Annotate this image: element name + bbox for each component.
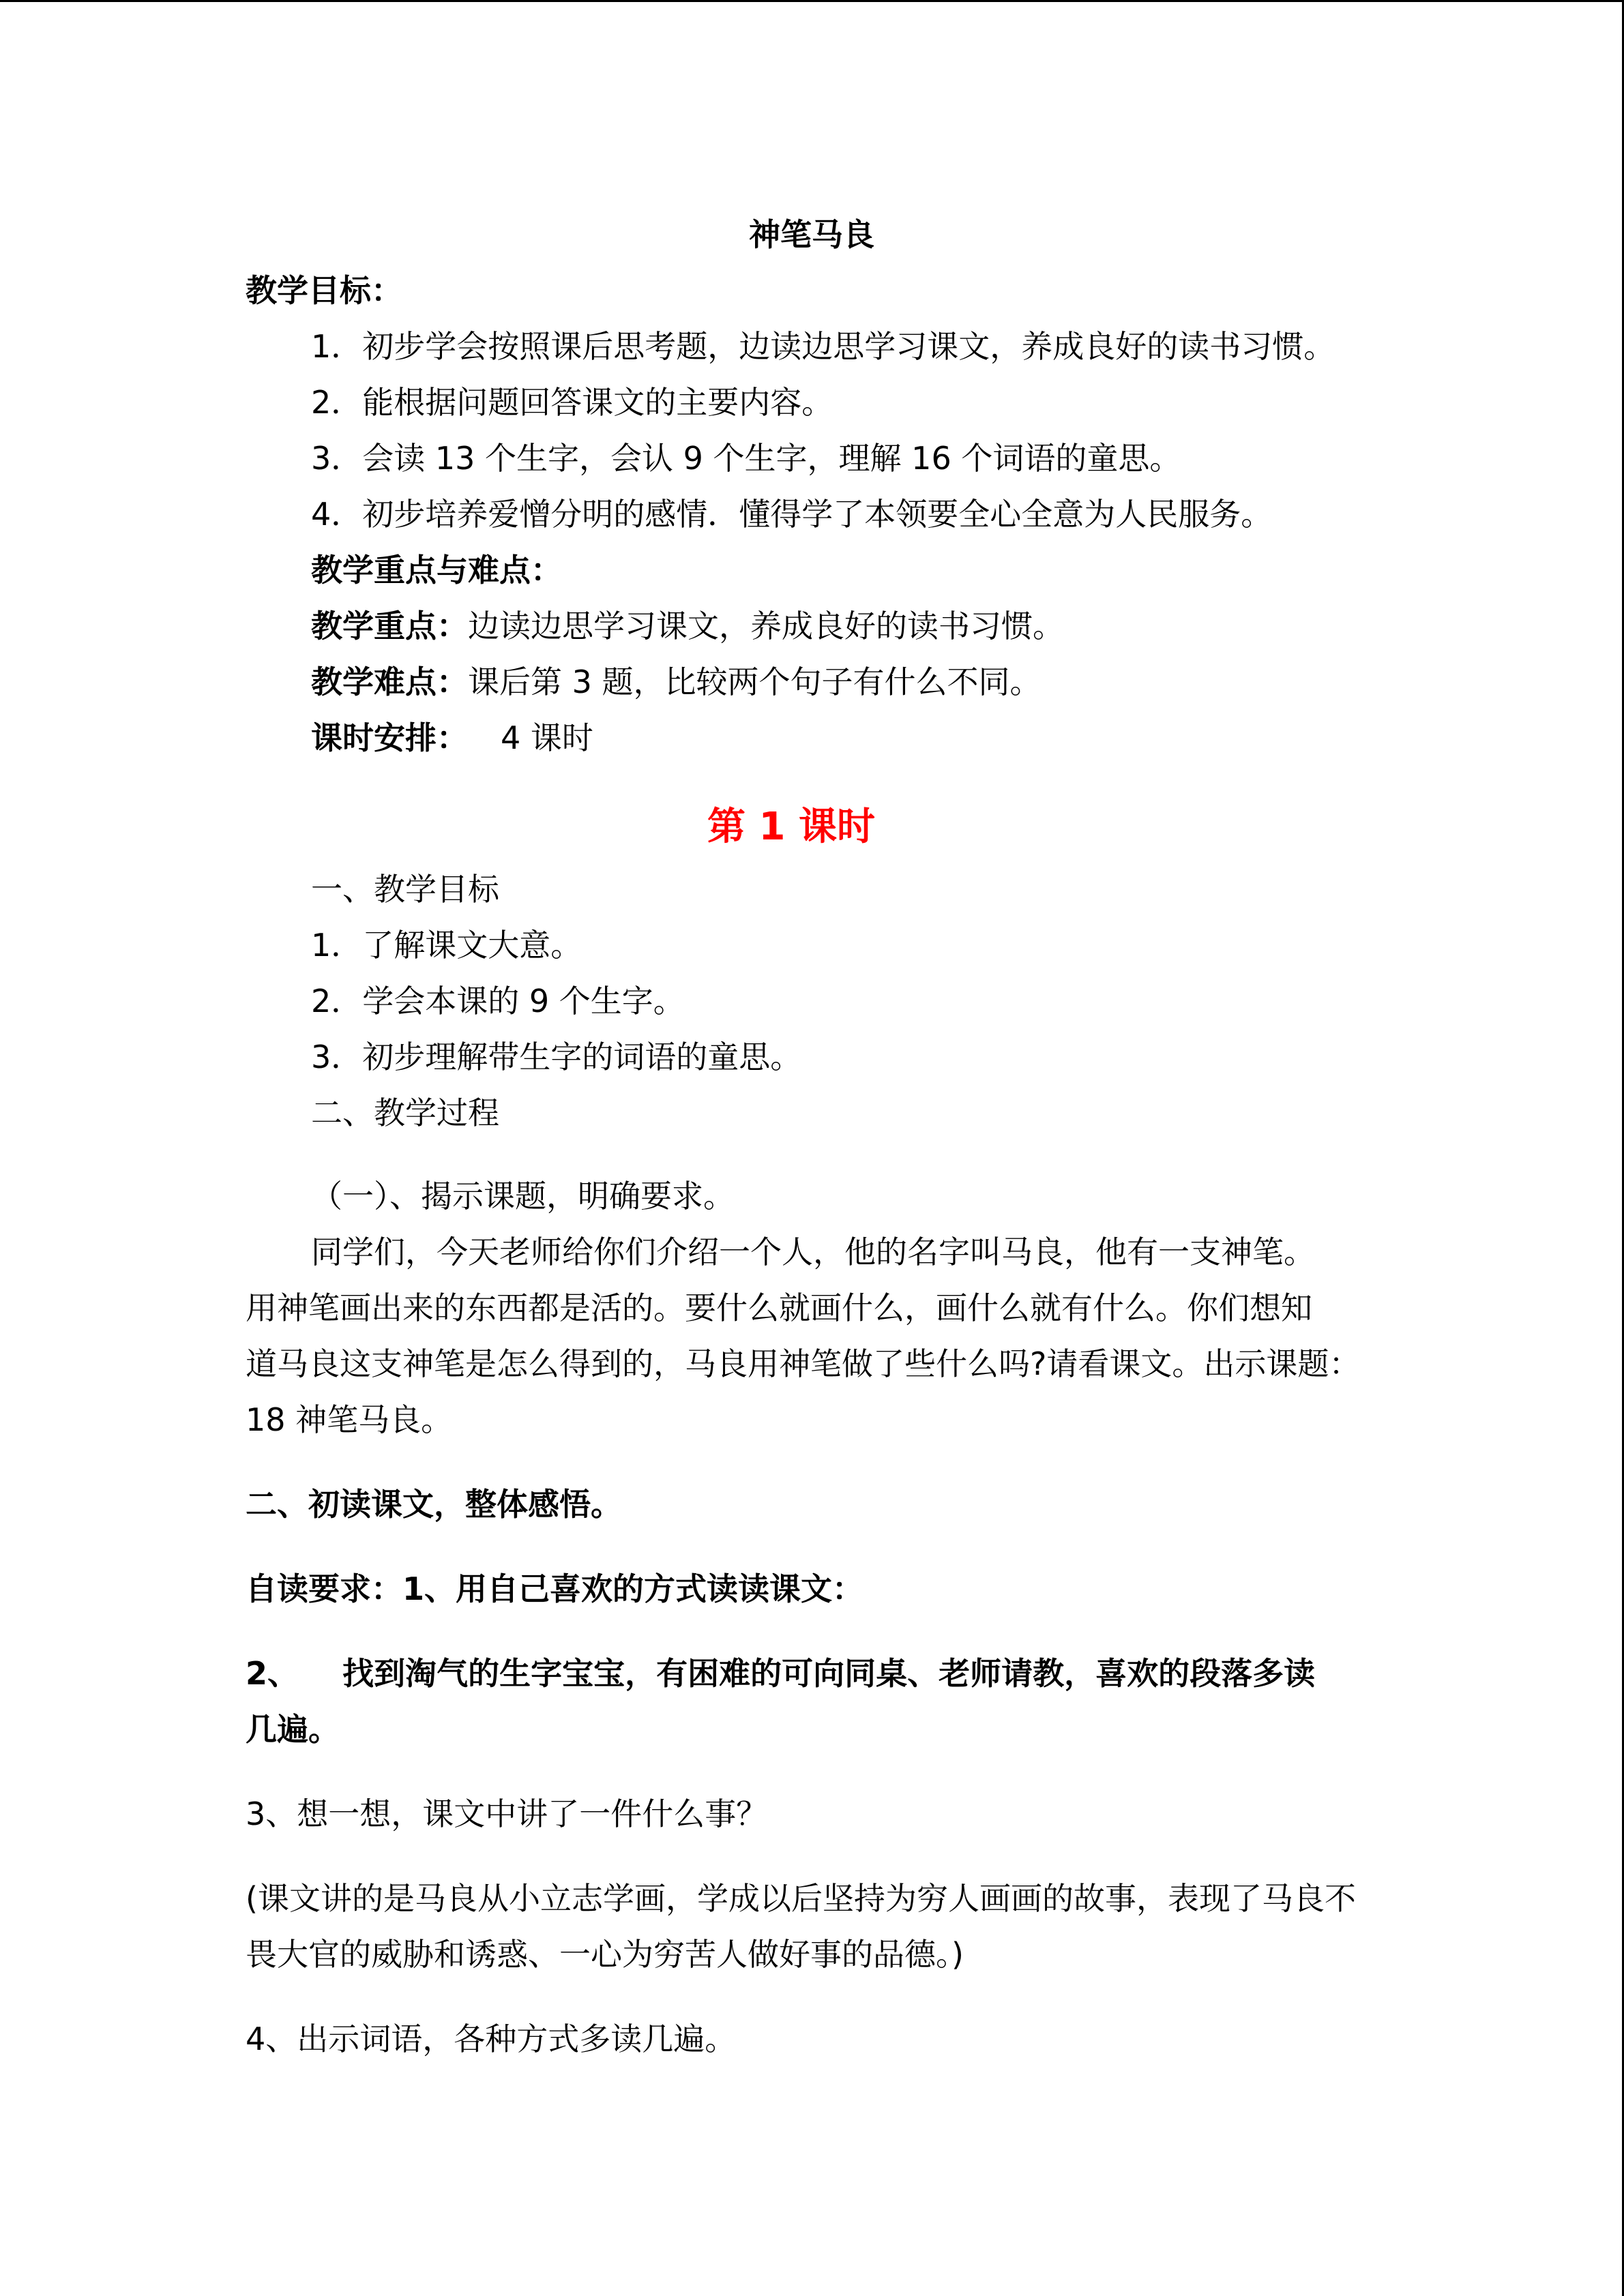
intro-line: 用神笔画出来的东西都是活的。要什么就画什么，画什么就有什么。你们想知 [246,1289,1312,1326]
objective-item: 2．能根据问题回答课文的主要内容。 [311,384,833,421]
schedule-line [246,710,1405,766]
document-content [246,207,1405,2067]
requirement-4: 4、出示词语，各种方式多读几遍。 [246,2021,737,2057]
intro-line: 道马良这支神笔是怎么得到的，马良用神笔做了些什么吗?请看课文。出示课题： [246,1345,1361,1382]
objective-item: 1．初步学会按照课后思考题，边读边思学习课文，养成良好的读书习惯。 [311,328,1335,365]
answer-line: 畏大官的威胁和诱惑、一心为穷苦人做好事的品德。) [246,1936,964,1973]
key-points-heading: 教学重点与难点： [311,552,562,588]
intro-line: 18 神笔马良。 [246,1401,453,1438]
objectives-heading: 教学目标： [246,272,402,309]
objective-item: 3．会读 13 个生字，会认 9 个生字，理解 16 个词语的童思。 [311,440,1181,477]
document-title: 神笔马良 [749,216,874,253]
key-point-text: 边读边思学习课文，养成良好的读书习惯。 [468,608,1064,644]
requirement-2-line: 2、 找到淘气的生字宝宝，有困难的可向同桌、老师请教，喜欢的段落多读 [246,1655,1316,1692]
schedule-label: 课时安排： [311,719,468,756]
requirement-2-line: 几遍。 [246,1711,340,1748]
lesson-goal-heading: 一、教学目标 [311,871,499,908]
difficulty-line [246,654,1405,710]
key-point-line [246,598,1405,654]
lesson-goal-item: 3．初步理解带生字的词语的童思。 [311,1039,802,1075]
section2-heading: 二、初读课文，整体感悟。 [246,1486,622,1523]
schedule-text: 4 课时 [501,719,593,756]
objective-item: 4．初步培养爱憎分明的感情．懂得学了本领要全心全意为人民服务。 [311,496,1273,533]
self-read-requirement: 自读要求：1、用自己喜欢的方式读读课文： [246,1570,864,1607]
lesson-goal-item: 2．学会本课的 9 个生字。 [311,983,685,1019]
intro-line: 同学们，今天老师给你们介绍一个人，他的名字叫马良，他有一支神笔。 [311,1234,1315,1270]
difficulty-text: 课后第 3 题，比较两个句子有什么不同。 [468,664,1042,700]
difficulty-label: 教学难点： [311,664,468,700]
answer-line: (课文讲的是马良从小立志学画，学成以后坚持为穷人画画的故事，表现了马良不 [246,1880,1356,1917]
requirement-3: 3、想一想，课文中讲了一件什么事？ [246,1795,768,1832]
lesson-goal-item: 1．了解课文大意。 [311,927,582,964]
lesson-title: 第 1 课时 [707,805,875,849]
step1-heading: （一）、揭示课题，明确要求。 [311,1178,735,1214]
process-heading: 二、教学过程 [311,1094,499,1131]
key-point-label: 教学重点： [311,608,468,644]
